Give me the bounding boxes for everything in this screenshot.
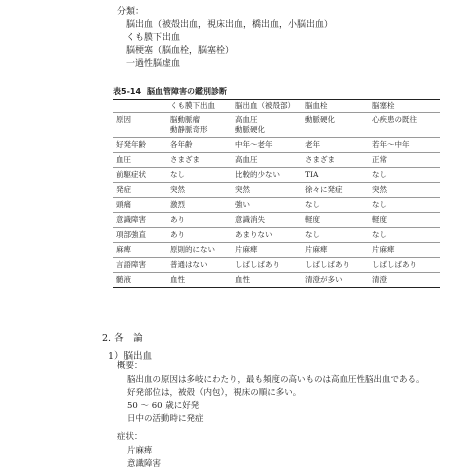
table-row bbox=[113, 138, 440, 153]
table-cell: さまざま bbox=[167, 153, 232, 168]
table-cell: 正常 bbox=[369, 153, 440, 168]
table-caption bbox=[113, 86, 227, 97]
table-header-row bbox=[113, 100, 440, 113]
table-row bbox=[113, 183, 440, 198]
table-cell: 清澄 bbox=[369, 273, 440, 288]
table-cell: しばしばあり bbox=[232, 258, 302, 273]
table-cell: 原則的にない bbox=[167, 243, 232, 258]
table-row bbox=[113, 168, 440, 183]
row-label-cell: 頭痛 bbox=[113, 198, 167, 213]
table-cell: なし bbox=[369, 198, 440, 213]
symptoms-line: 意識障害 bbox=[127, 459, 162, 469]
header-cell bbox=[113, 100, 167, 113]
table-cell: 若年〜中年 bbox=[369, 138, 440, 153]
table-cell: 激烈 bbox=[167, 198, 232, 213]
table-cell: 突然 bbox=[369, 183, 440, 198]
table-cell: 軽度 bbox=[369, 213, 440, 228]
row-label-cell: 言語障害 bbox=[113, 258, 167, 273]
table-row bbox=[113, 228, 440, 243]
table-cell: 動脈硬化 bbox=[302, 113, 369, 138]
table-row bbox=[113, 258, 440, 273]
table-cell: なし bbox=[302, 198, 369, 213]
row-label-cell: 項部強直 bbox=[113, 228, 167, 243]
differential-diagnosis-table bbox=[113, 99, 440, 288]
row-label-cell: 麻痺 bbox=[113, 243, 167, 258]
table-cell: なし bbox=[369, 228, 440, 243]
table-cell: TIA bbox=[302, 168, 369, 183]
table-cell: なし bbox=[302, 228, 369, 243]
table-body bbox=[113, 113, 440, 288]
table-cell: 高血圧 bbox=[232, 153, 302, 168]
subsection-heading: 1）脳出血 bbox=[108, 351, 153, 362]
table-cell: しばしばあり bbox=[369, 258, 440, 273]
header-cell: 脳塞栓 bbox=[369, 100, 440, 113]
table-cell: しばしばあり bbox=[302, 258, 369, 273]
classification-item: 脳出血（被殻出血，視床出血，橋出血，小脳出血） bbox=[126, 20, 334, 30]
row-label-cell: 発症 bbox=[113, 183, 167, 198]
table-cell: 高血圧 動脈硬化 bbox=[232, 113, 302, 138]
table-caption-title: 脳血管障害の鑑別診断 bbox=[147, 87, 228, 96]
classification-item: くも膜下出血 bbox=[126, 33, 181, 43]
table-cell: 軽度 bbox=[302, 213, 369, 228]
row-label-cell: 意識障害 bbox=[113, 213, 167, 228]
symptoms-line: 片麻痺 bbox=[127, 446, 153, 456]
table-cell: 徐々に発症 bbox=[302, 183, 369, 198]
table-cell: 血性 bbox=[167, 273, 232, 288]
row-label-cell: 前駆症状 bbox=[113, 168, 167, 183]
table-cell: 比較的少ない bbox=[232, 168, 302, 183]
table-row bbox=[113, 153, 440, 168]
table-cell: 片麻痺 bbox=[232, 243, 302, 258]
table-cell: さまざま bbox=[302, 153, 369, 168]
table-cell: あまりない bbox=[232, 228, 302, 243]
table-cell: 脳動脈瘤 動静脈奇形 bbox=[167, 113, 232, 138]
classification-heading: 分類： bbox=[117, 7, 145, 17]
header-cell: 脳血栓 bbox=[302, 100, 369, 113]
table-cell: 心疾患の既往 bbox=[369, 113, 440, 138]
table-cell: 意識消失 bbox=[232, 213, 302, 228]
overview-line: 50 〜 60 歳に好発 bbox=[127, 401, 200, 411]
table-cell: 片麻痺 bbox=[302, 243, 369, 258]
row-label-cell: 好発年齢 bbox=[113, 138, 167, 153]
row-label-cell: 髄液 bbox=[113, 273, 167, 288]
table-cell: あり bbox=[167, 228, 232, 243]
row-label-cell: 原因 bbox=[113, 113, 167, 138]
table-cell: 突然 bbox=[232, 183, 302, 198]
table-row bbox=[113, 113, 440, 138]
classification-item: 一過性脳虚血 bbox=[126, 59, 181, 69]
table-row bbox=[113, 213, 440, 228]
table-cell: 清澄が多い bbox=[302, 273, 369, 288]
table-cell: 老年 bbox=[302, 138, 369, 153]
overview-line: 日中の活動時に発症 bbox=[127, 414, 204, 424]
table-cell: なし bbox=[167, 168, 232, 183]
header-cell: 脳出血（被殻部） bbox=[232, 100, 302, 113]
table-row bbox=[113, 198, 440, 213]
table-cell: 血性 bbox=[232, 273, 302, 288]
table-cell: 強い bbox=[232, 198, 302, 213]
table-row bbox=[113, 243, 440, 258]
table-cell: なし bbox=[369, 168, 440, 183]
table-cell: 突然 bbox=[167, 183, 232, 198]
symptoms-label: 症状： bbox=[117, 432, 143, 442]
table-row bbox=[113, 273, 440, 288]
overview-line: 脳出血の原因は多岐にわたり，最も頻度の高いものは高血圧性脳出血である。 bbox=[127, 375, 425, 385]
table-cell: 片麻痺 bbox=[369, 243, 440, 258]
classification-item: 脳梗塞（脳血栓，脳塞栓） bbox=[126, 46, 235, 56]
overview-label: 概要： bbox=[117, 361, 143, 371]
section-heading: 2. 各 論 bbox=[102, 333, 143, 344]
overview-line: 好発部位は，被殻（内包），視床の順に多い。 bbox=[127, 388, 302, 398]
table-cell: 各年齢 bbox=[167, 138, 232, 153]
table-cell: 中年〜老年 bbox=[232, 138, 302, 153]
header-cell: くも膜下出血 bbox=[167, 100, 232, 113]
table-caption-number: 表5-14 bbox=[113, 87, 142, 96]
table-cell: 普通はない bbox=[167, 258, 232, 273]
row-label-cell: 血圧 bbox=[113, 153, 167, 168]
table-cell: あり bbox=[167, 213, 232, 228]
